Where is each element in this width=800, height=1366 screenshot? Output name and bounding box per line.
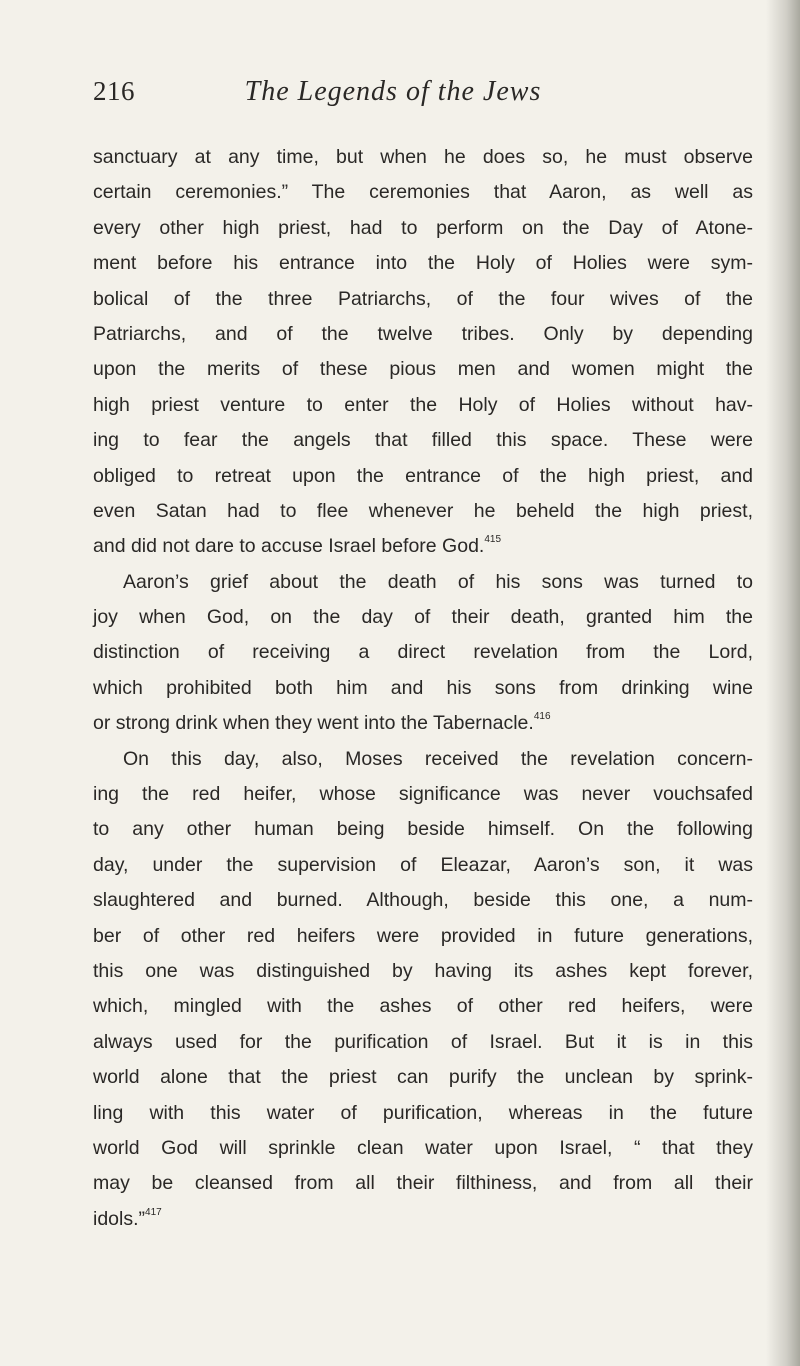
text-line bbox=[93, 883, 753, 918]
text-line bbox=[93, 742, 753, 777]
text-line bbox=[93, 1060, 753, 1095]
body-text bbox=[93, 140, 753, 1237]
text-line-content: joy when God, on the day of their death, granted him the bbox=[93, 606, 753, 629]
text-line-content: world God will sprinkle clean water upon Israel, “ that they bbox=[93, 1136, 753, 1159]
text-line bbox=[93, 848, 753, 883]
text-line bbox=[93, 423, 753, 458]
text-line-content: ber of other red heifers were provided in future generations, bbox=[93, 924, 753, 947]
text-line bbox=[93, 175, 753, 210]
text-line bbox=[93, 140, 753, 175]
text-line bbox=[93, 565, 753, 600]
page-number: 216 bbox=[93, 76, 135, 106]
text-line-content: day, under the supervision of Eleazar, Aaron’s son, it was bbox=[93, 853, 753, 876]
text-line bbox=[93, 282, 753, 317]
text-line bbox=[93, 388, 753, 423]
text-line-content: certain ceremonies.” The ceremonies that Aaron, as well as bbox=[93, 181, 753, 204]
text-line-content: world alone that the priest can purify the unclean by sprink- bbox=[93, 1066, 753, 1089]
text-line-content: may be cleansed from all their filthiness, and from all their bbox=[93, 1172, 753, 1195]
text-line-content: On this day, also, Moses received the revelation concern- bbox=[123, 747, 753, 770]
text-line bbox=[93, 317, 753, 352]
text-line-content: upon the merits of these pious men and women might the bbox=[93, 358, 753, 381]
text-line-content: ment before his entrance into the Holy of Holies were sym- bbox=[93, 252, 753, 275]
text-line bbox=[93, 1166, 753, 1201]
text-line-content: slaughtered and burned. Although, beside this one, a num- bbox=[93, 889, 753, 912]
footnote-reference: 416 bbox=[533, 711, 551, 723]
text-line-content: ing to fear the angels that filled this space. These were bbox=[93, 429, 753, 452]
text-line-content: or strong drink when they went into the Tabernacle. bbox=[93, 712, 534, 735]
text-line-content: bolical of the three Patriarchs, of the four wives of the bbox=[93, 287, 753, 310]
text-line-content: even Satan had to flee whenever he beheld the high priest, bbox=[93, 499, 753, 522]
text-line bbox=[93, 954, 753, 989]
text-line-content: distinction of receiving a direct revelation from the Lord, bbox=[93, 641, 753, 664]
text-line-content: which prohibited both him and his sons from drinking wine bbox=[93, 676, 753, 699]
text-line-content: ling with this water of purification, whereas in the future bbox=[93, 1101, 753, 1124]
text-line-content: to any other human being beside himself. On the following bbox=[93, 818, 753, 841]
text-line bbox=[93, 459, 753, 494]
text-line bbox=[93, 494, 753, 529]
text-line bbox=[93, 1131, 753, 1166]
footnote-reference: 415 bbox=[484, 534, 502, 546]
text-line-content: sanctuary at any time, but when he does so, he must observe bbox=[93, 146, 753, 168]
text-line bbox=[93, 1202, 753, 1237]
text-line bbox=[93, 989, 753, 1024]
text-line bbox=[93, 246, 753, 281]
text-line bbox=[93, 671, 753, 706]
text-line-content: ing the red heifer, whose significance was never vouchsafed bbox=[93, 783, 753, 806]
text-line bbox=[93, 352, 753, 387]
text-line-content: Patriarchs, and of the twelve tribes. Only by depending bbox=[93, 322, 753, 345]
text-line-content: obliged to retreat upon the entrance of the high priest, and bbox=[93, 464, 753, 487]
text-line bbox=[93, 600, 753, 635]
page-edge-shadow bbox=[766, 0, 800, 1366]
running-head: The Legends of the Jews bbox=[244, 76, 542, 107]
text-line-content: Aaron’s grief about the death of his sons was turned to bbox=[123, 570, 753, 593]
footnote-reference: 417 bbox=[145, 1206, 162, 1218]
text-line-content: which, mingled with the ashes of other red heifers, were bbox=[93, 995, 753, 1018]
text-line-content: always used for the purification of Israel. But it is in this bbox=[93, 1030, 753, 1053]
text-line bbox=[93, 635, 753, 670]
text-line bbox=[93, 777, 753, 812]
text-line-content: every other high priest, had to perform on the Day of Atone- bbox=[93, 216, 753, 239]
text-line-content: high priest venture to enter the Holy of Holies without hav- bbox=[93, 393, 753, 416]
text-line bbox=[93, 211, 753, 246]
text-line bbox=[93, 706, 753, 741]
page-header bbox=[93, 76, 693, 116]
text-line-content: and did not dare to accuse Israel before God. bbox=[93, 535, 485, 558]
text-line-content: this one was distinguished by having its ashes kept forever, bbox=[93, 959, 753, 982]
text-line bbox=[93, 529, 753, 564]
text-line bbox=[93, 1096, 753, 1131]
text-line bbox=[93, 1025, 753, 1060]
text-line-content: idols.” bbox=[93, 1207, 146, 1230]
text-line bbox=[93, 812, 753, 847]
text-line bbox=[93, 919, 753, 954]
